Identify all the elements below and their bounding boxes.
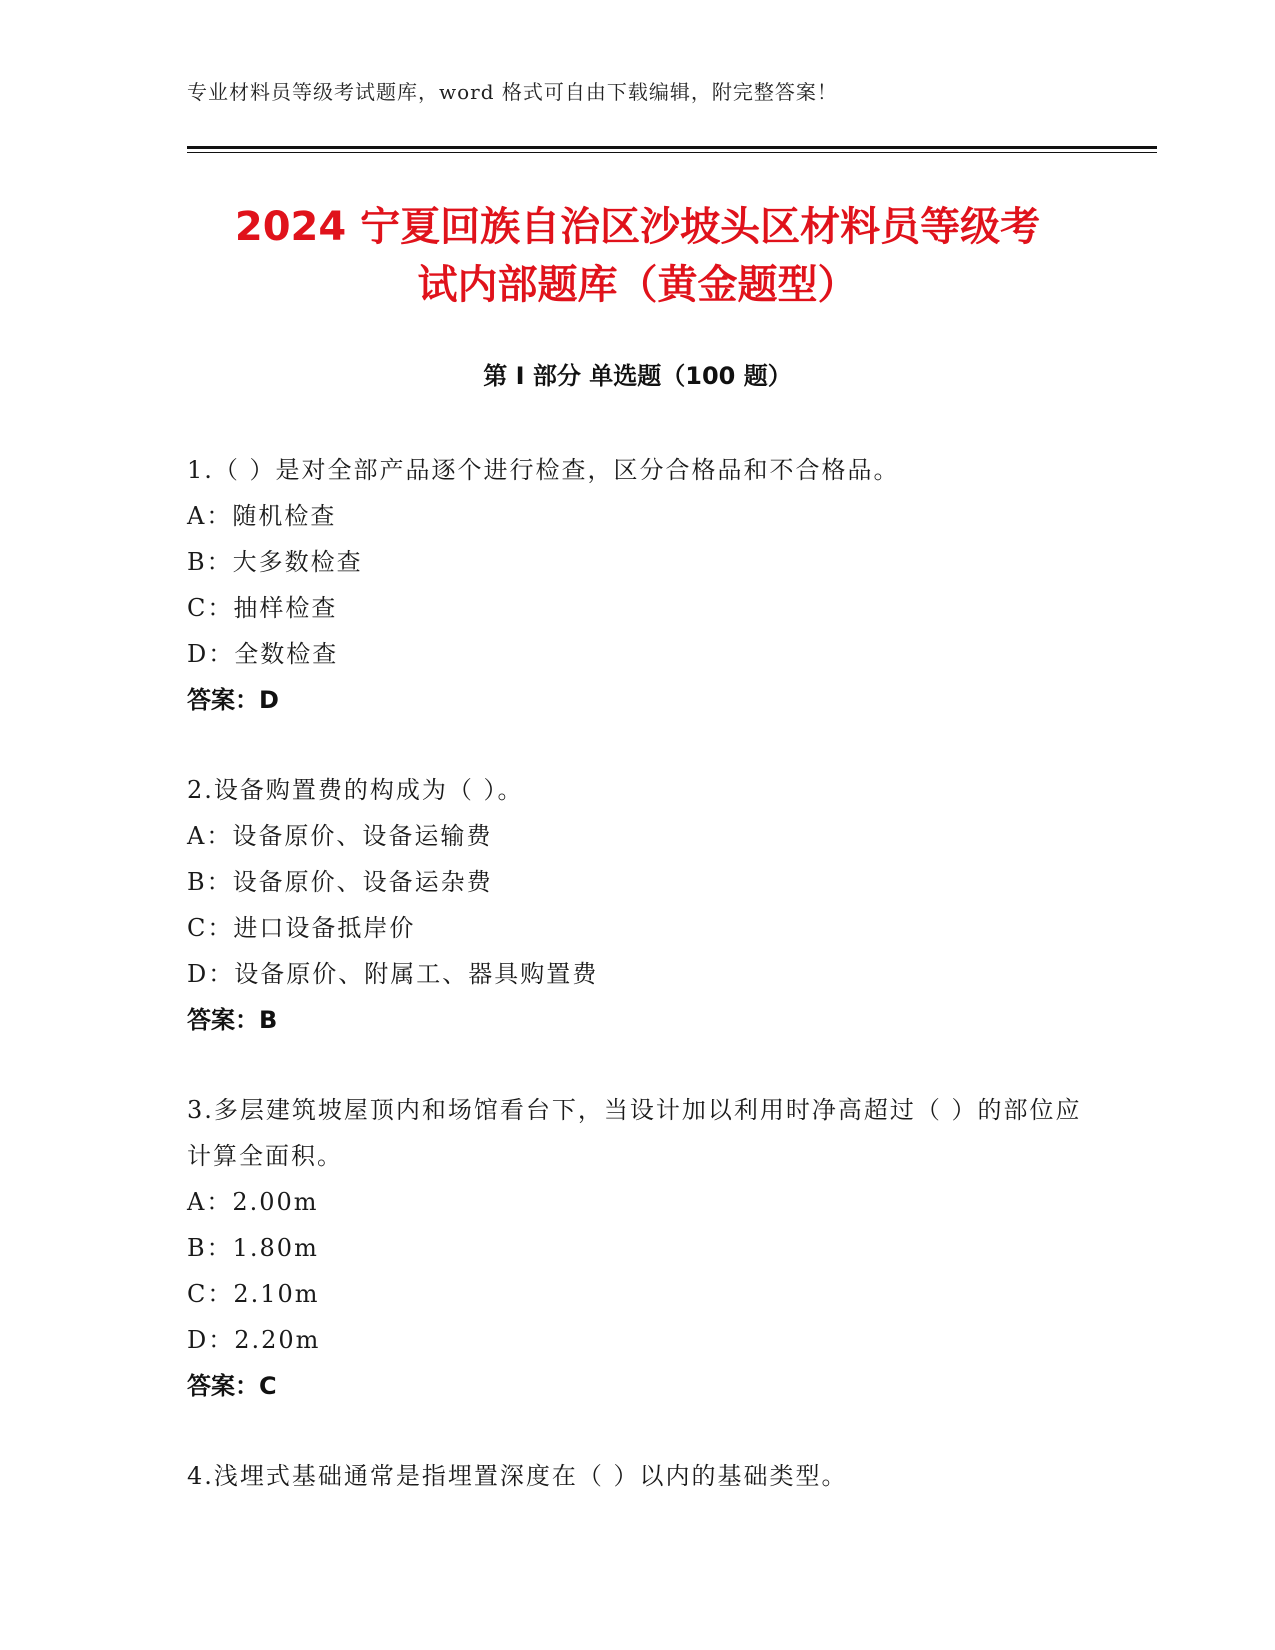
question-3 [187,1087,1087,1409]
answer: 答案：C [187,1372,277,1400]
question-stem: 3.多层建筑坡屋顶内和场馆看台下，当设计加以利用时净高超过（ ）的部位应计算全面积。 [187,1096,1082,1170]
option-d: D：全数检查 [187,640,339,668]
question-list [187,447,1087,1543]
question-1 [187,447,1087,723]
option-c: C：2.10m [187,1280,320,1308]
option-b: B：1.80m [187,1234,319,1262]
option-d: D：设备原价、附属工、器具购置费 [187,960,599,988]
document-title-line-2: 试内部题库（黄金题型） [417,262,858,308]
answer: 答案：D [187,686,279,714]
header-divider-thin [187,152,1157,153]
option-d: D：2.20m [187,1326,321,1354]
question-2 [187,767,1087,1043]
section-heading: 第 I 部分 单选题（100 题） [483,362,792,390]
question-4 [187,1453,1087,1499]
option-a: A：2.00m [187,1188,319,1216]
option-b: B：设备原价、设备运杂费 [187,868,493,896]
header-divider-thick [187,146,1157,149]
answer: 答案：B [187,1006,278,1034]
question-stem: 1.（ ）是对全部产品逐个进行检查，区分合格品和不合格品。 [187,456,900,484]
option-c: C：进口设备抵岸价 [187,914,416,942]
question-stem: 2.设备购置费的构成为（ ）。 [187,776,524,804]
document-title [140,198,1135,314]
document-title-line-1: 2024 宁夏回族自治区沙坡头区材料员等级考 [234,204,1041,250]
header-note: 专业材料员等级考试题库，word 格式可自由下载编辑，附完整答案！ [187,80,838,104]
question-stem: 4.浅埋式基础通常是指埋置深度在（ ）以内的基础类型。 [187,1462,848,1490]
option-c: C：抽样检查 [187,594,338,622]
option-a: A：随机检查 [187,502,337,530]
option-b: B：大多数检查 [187,548,363,576]
option-a: A：设备原价、设备运输费 [187,822,493,850]
